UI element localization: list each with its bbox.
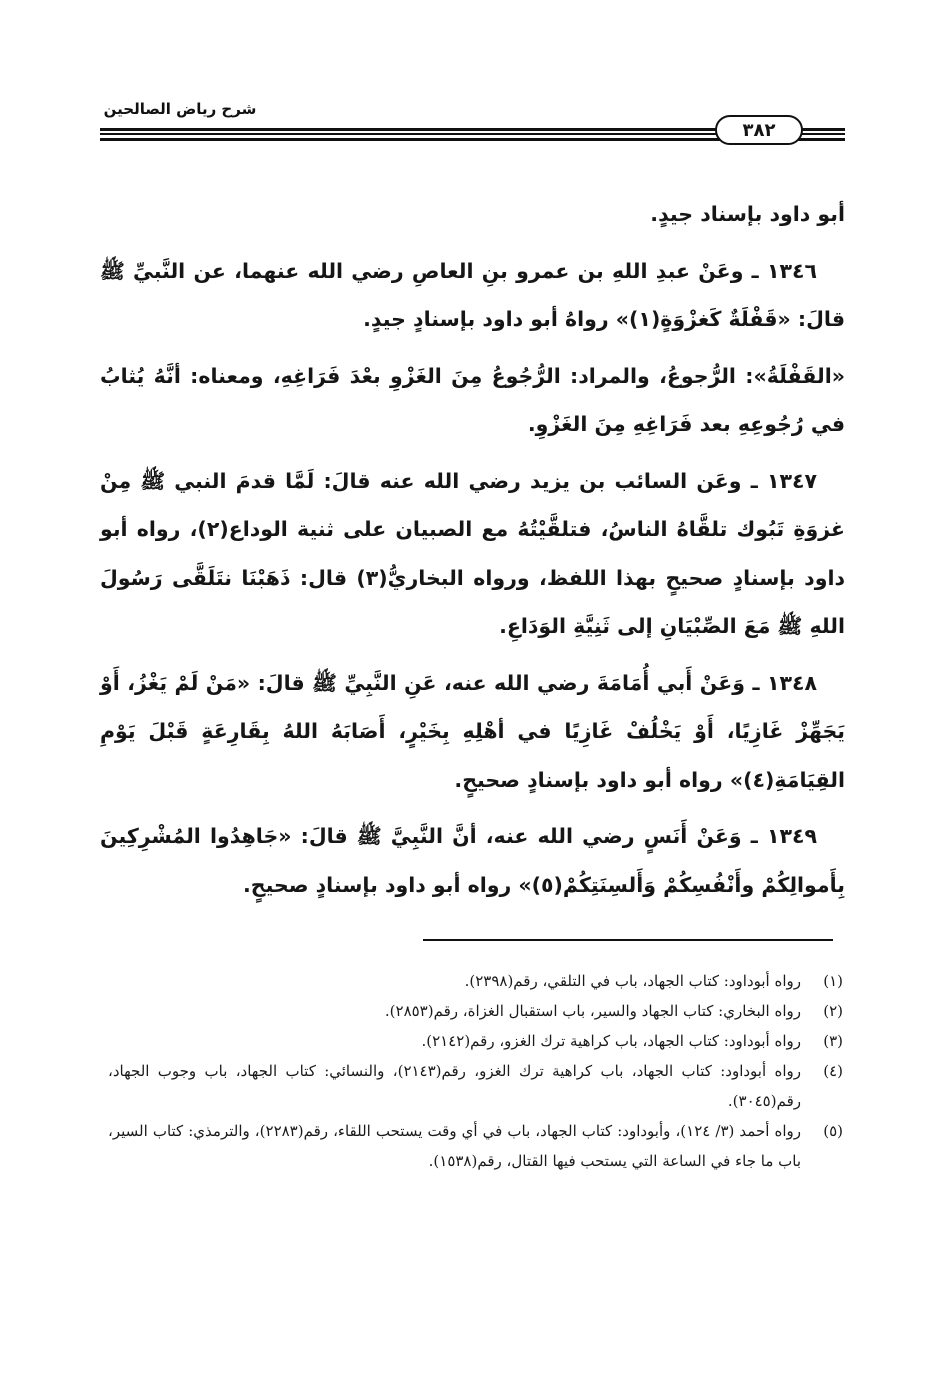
- footnote: [108, 1026, 843, 1056]
- paragraph: أبو داود بإسناد جيدٍ.: [650, 202, 845, 226]
- paragraph: ١٣٤٧ ـ وعَن السائب بن يزيد رضي الله عنه قالَ: لَمَّا قدمَ النبي ﷺ مِنْ غزوَةِ تَبُوك تلقَّاهُ الناسُ، فتلقَّيْتُهُ مع الصبيان على ثنية الوداع(٢)، رواه أبو داود بإسنادٍ صحيحٍ بهذا اللفظ، ورواه البخاريُّ(٣) قال: ذَهَبْنَا نتَلَقَّى رَسُولَ اللهِ ﷺ مَعَ الصِّبْيَانِ إلى ثَنِيَّةِ الوَدَاعِ.: [100, 468, 845, 638]
- footnote: [108, 1056, 843, 1116]
- paragraph: ١٣٤٩ ـ وَعَنْ أَنَسٍ رضي الله عنه، أنَّ النَّبِيَّ ﷺ قالَ: «جَاهِدُوا المُشْرِكِينَ بِأَموالِكُمْ وأَنْفُسِكُمْ وَأَلسِنَتِكُمْ(٥)» رواه أبو داود بإسنادٍ صحيحٍ.: [100, 824, 845, 897]
- book-title: شرح رياض الصالحين: [103, 100, 257, 118]
- footnote-text: رواه أبوداود: كتاب الجهاد، باب كراهية ترك الغزو، رقم(٢١٤٢).: [421, 1032, 801, 1050]
- running-header: [100, 100, 845, 150]
- footnote-text: رواه أبوداود: كتاب الجهاد، باب كراهية ترك الغزو، رقم(٢١٤٣)، والنسائي: كتاب الجهاد، باب وجوب الجهاد، رقم(٣٠٤٥).: [108, 1062, 801, 1110]
- footnote-number: (٤): [823, 1062, 843, 1080]
- footnote-number: (٢): [823, 1002, 843, 1020]
- footnote-text: رواه أبوداود: كتاب الجهاد، باب في التلقي، رقم(٢٣٩٨).: [464, 972, 801, 990]
- paragraph: ١٣٤٨ ـ وَعَنْ أَبي أُمَامَةَ رضي الله عنه، عَنِ النَّبِيِّ ﷺ قالَ: «مَنْ لَمْ يَغْزُ، أَوْ يَجَهِّزْ غَازِيًا، أَوْ يَخْلُفْ غَازِيًا في أهْلِهِ بِخَيْرٍ، أَصَابَهُ اللهُ بِقَارِعَةٍ قَبْلَ يَوْمِ القِيَامَةِ(٤)» رواه أبو داود بإسنادٍ صحيحٍ.: [100, 670, 845, 792]
- page-number: ٣٨٢: [715, 115, 803, 145]
- main-text: [100, 190, 845, 917]
- paragraph: ١٣٤٦ ـ وعَنْ عبدِ اللهِ بن عمرو بنِ العاصِ رضي الله عنهما، عن النَّبيِّ ﷺ قالَ: «قَفْلَةٌ كَغزْوَةٍ(١)» رواهُ أبو داود بإسنادٍ جيدٍ.: [100, 258, 845, 331]
- paragraph: «القَفْلَةُ»: الرُّجوعُ، والمراد: الرُّجُوعُ مِنَ الغَزْوِ بعْدَ فَرَاغِهِ، ومعناه: أنَّهُ يُثابُ في رُجُوعِهِ بعد فَرَاغِهِ مِنَ الغَزْوِ.: [100, 363, 845, 436]
- footnotes: [108, 966, 843, 1176]
- footnote: [108, 996, 843, 1026]
- footnote: [108, 966, 843, 996]
- footnote-text: رواه أحمد (٣/ ١٢٤)، وأبوداود: كتاب الجهاد، باب في أي وقت يستحب اللقاء، رقم(٢٢٨٣)، والترمذي: كتاب السير، باب ما جاء في الساعة التي يستحب فيها القتال، رقم(١٥٣٨).: [108, 1122, 802, 1170]
- footnote-number: (٣): [823, 1032, 843, 1050]
- footnote-separator: [423, 939, 833, 941]
- footnote-number: (١): [823, 972, 843, 990]
- footnote: [108, 1116, 843, 1176]
- footnote-number: (٥): [823, 1122, 843, 1140]
- footnote-text: رواه البخاري: كتاب الجهاد والسير، باب استقبال الغزاة، رقم(٢٨٥٣).: [384, 1002, 801, 1020]
